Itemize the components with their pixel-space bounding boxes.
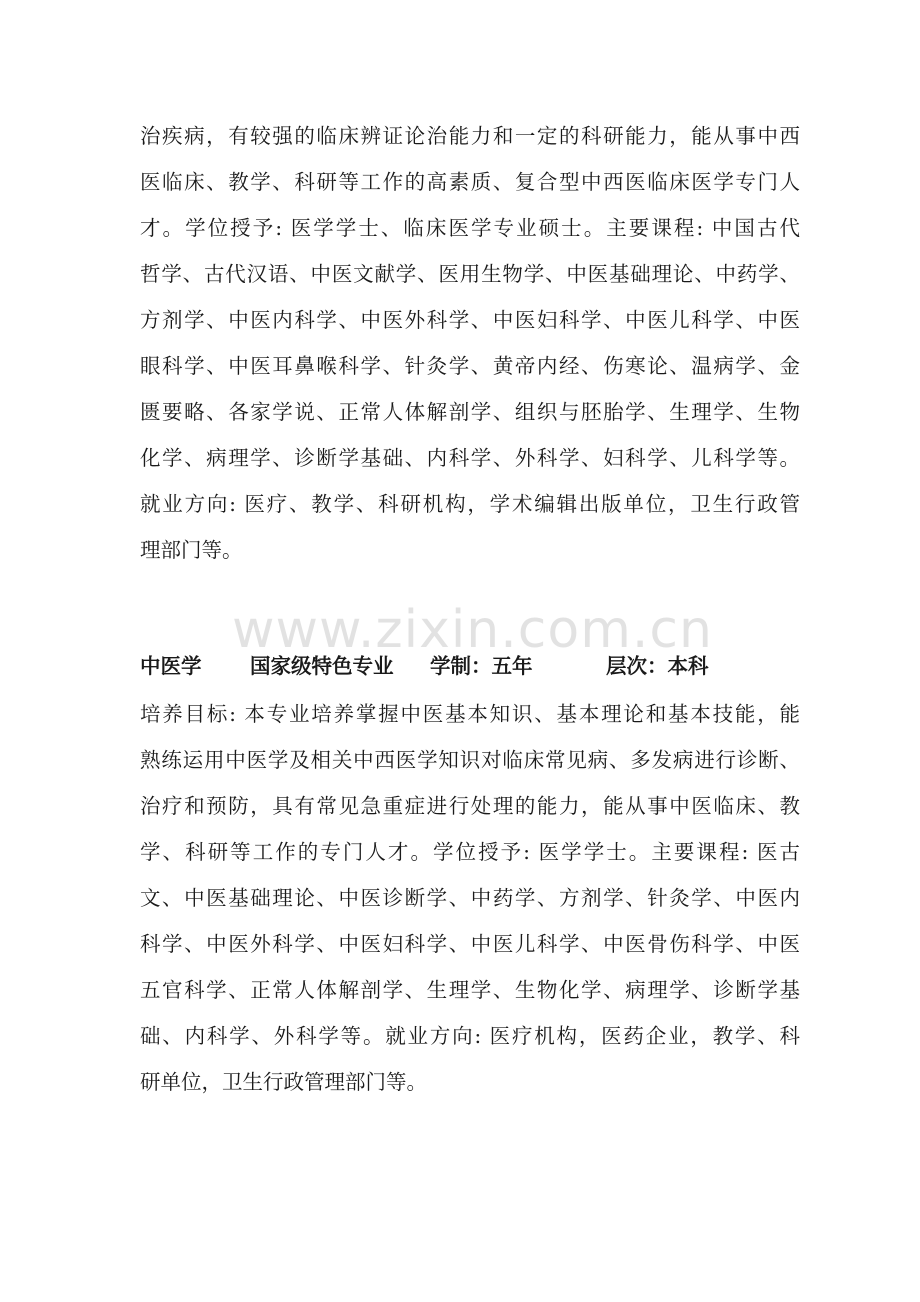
paragraph-line: 治疾病，有较强的临床辨证论治能力和一定的科研能力，能从事中西 — [140, 124, 800, 148]
paragraph-line: 化学、病理学、诊断学基础、内科学、外科学、妇科学、儿科学等。 — [140, 446, 800, 470]
paragraph-line: 研单位，卫生行政管理部门等。 — [140, 1070, 427, 1094]
paragraph-line: 治疗和预防，具有常见急重症进行处理的能力，能从事中医临床、教 — [140, 794, 800, 818]
major-name: 中医学 — [140, 654, 202, 678]
paragraph-line: 才。学位授予: 医学学士、临床医学专业硕士。主要课程: 中国古代 — [140, 216, 800, 240]
major-level: 层次：本科 — [606, 654, 709, 678]
paragraph-line: 熟练运用中医学及相关中西医学知识对临床常见病、多发病进行诊断、 — [140, 748, 800, 772]
paragraph-line: 哲学、古代汉语、中医文献学、医用生物学、中医基础理论、中药学、 — [140, 262, 800, 286]
paragraph-line: 眼科学、中医耳鼻喉科学、针灸学、黄帝内经、伤寒论、温病学、金 — [140, 354, 800, 378]
major-feature: 国家级特色专业 — [250, 654, 394, 678]
major-duration: 学制：五年 — [430, 654, 533, 678]
paragraph-line: 方剂学、中医内科学、中医外科学、中医妇科学、中医儿科学、中医 — [140, 308, 800, 332]
paragraph-line: 五官科学、正常人体解剖学、生理学、生物化学、病理学、诊断学基 — [140, 978, 800, 1002]
paragraph-line: 文、中医基础理论、中医诊断学、中药学、方剂学、针灸学、中医内 — [140, 886, 800, 910]
paragraph-line: 医临床、教学、科研等工作的高素质、复合型中西医临床医学专门人 — [140, 170, 800, 194]
paragraph-line: 理部门等。 — [140, 538, 243, 562]
watermark: www.zixin.com.cn — [232, 600, 713, 660]
paragraph-line: 培养目标: 本专业培养掌握中医基本知识、基本理论和基本技能，能 — [140, 702, 800, 726]
paragraph-line: 学、科研等工作的专门人才。学位授予: 医学学士。主要课程: 医古 — [140, 840, 800, 864]
paragraph-line: 匮要略、各家学说、正常人体解剖学、组织与胚胎学、生理学、生物 — [140, 400, 800, 424]
paragraph-line: 础、内科学、外科学等。就业方向: 医疗机构，医药企业，教学、科 — [140, 1024, 800, 1048]
paragraph-line: 科学、中医外科学、中医妇科学、中医儿科学、中医骨伤科学、中医 — [140, 932, 800, 956]
paragraph-line: 就业方向: 医疗、教学、科研机构，学术编辑出版单位，卫生行政管 — [140, 492, 800, 516]
